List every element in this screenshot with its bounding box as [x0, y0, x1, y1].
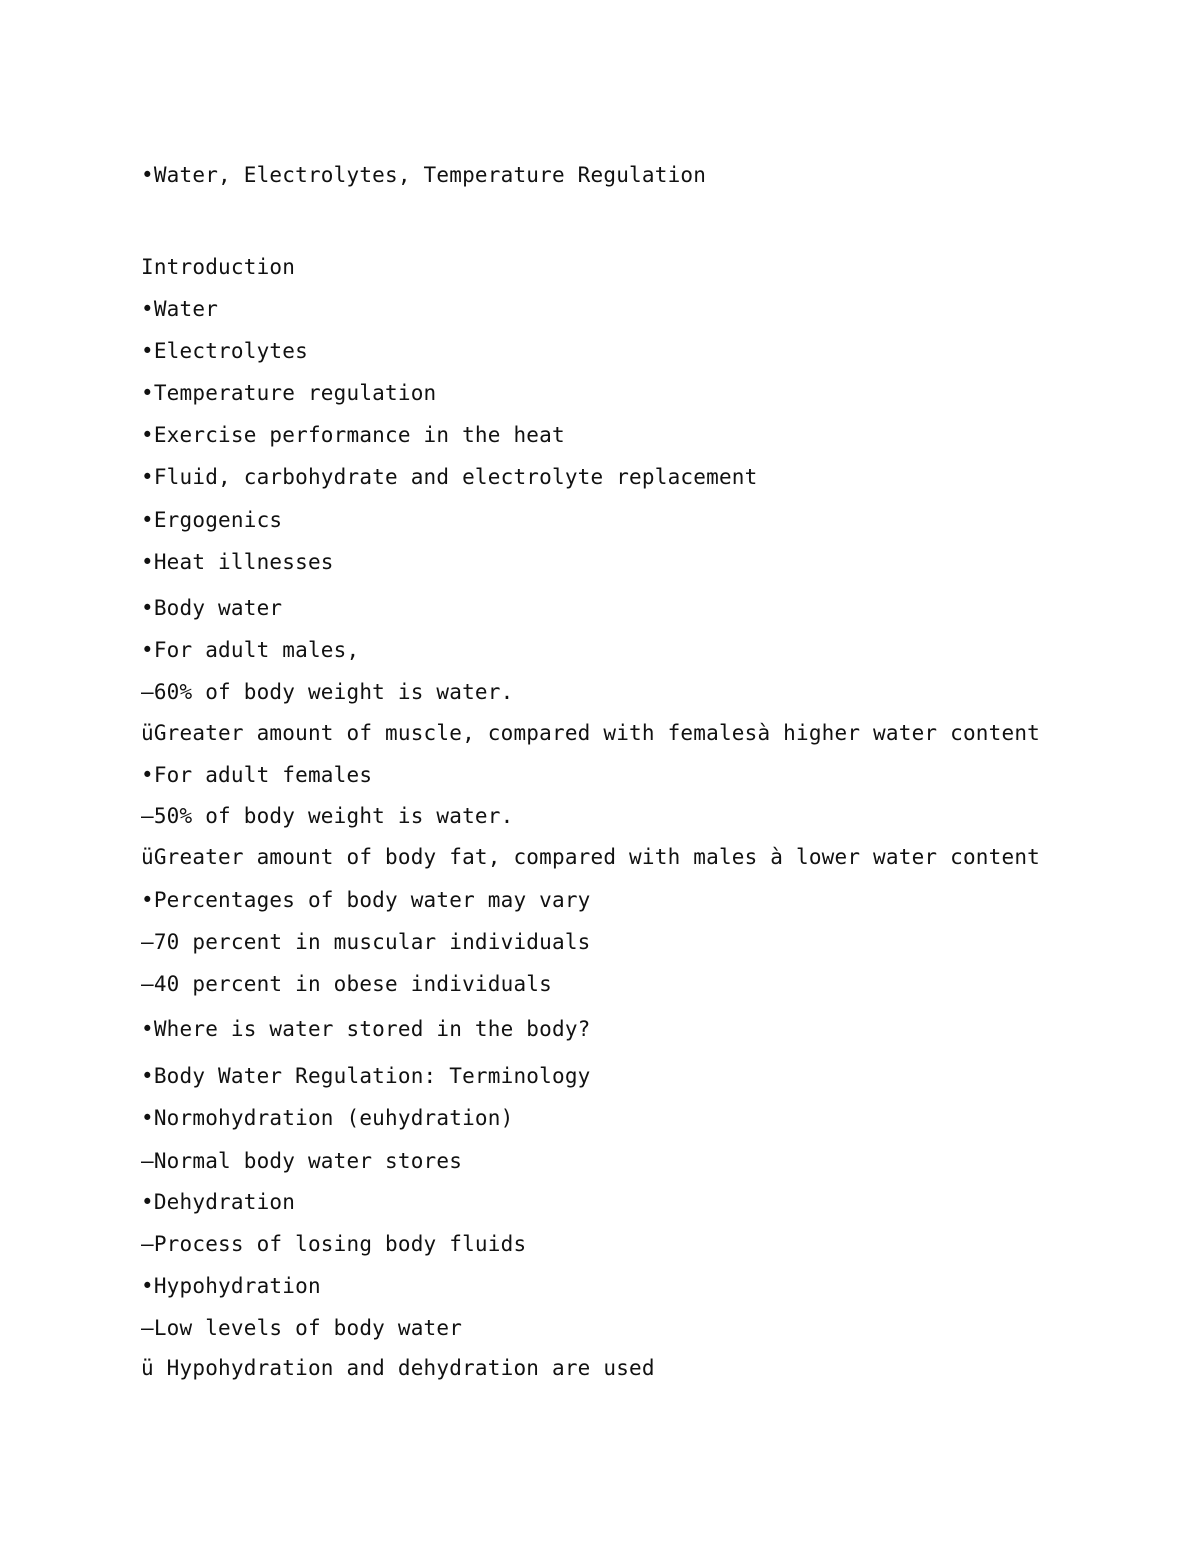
text-line: –60% of body weight is water. — [141, 680, 514, 704]
text-line: üGreater amount of muscle, compared with femalesà higher water content — [141, 721, 1041, 745]
text-line: •Where is water stored in the body? — [141, 1017, 591, 1041]
text-line: –Normal body water stores — [141, 1149, 463, 1173]
section-heading-introduction: Introduction — [141, 255, 296, 279]
text-line: –50% of body weight is water. — [141, 804, 514, 828]
text-line: •Water — [141, 297, 219, 321]
text-line: •Body water — [141, 596, 283, 620]
text-line: –Process of losing body fluids — [141, 1232, 527, 1256]
text-line: –40 percent in obese individuals — [141, 972, 552, 996]
document-title: •Water, Electrolytes, Temperature Regulation — [141, 163, 707, 187]
text-line: •Electrolytes — [141, 339, 308, 363]
text-line: •Body Water Regulation: Terminology — [141, 1064, 591, 1088]
text-line: üGreater amount of body fat, compared with males à lower water content — [141, 845, 1041, 869]
text-line: •Dehydration — [141, 1190, 296, 1214]
text-line: •Fluid, carbohydrate and electrolyte replacement — [141, 465, 758, 489]
text-line: •For adult males, — [141, 638, 360, 662]
text-line: –Low levels of body water — [141, 1316, 463, 1340]
text-line: •Hypohydration — [141, 1274, 321, 1298]
text-line: •Heat illnesses — [141, 550, 334, 574]
text-line: –70 percent in muscular individuals — [141, 930, 591, 954]
text-line: •Ergogenics — [141, 508, 283, 532]
text-line: •Percentages of body water may vary — [141, 888, 591, 912]
text-line: •Temperature regulation — [141, 381, 437, 405]
text-line: •Normohydration (euhydration) — [141, 1106, 514, 1130]
text-line: •Exercise performance in the heat — [141, 423, 565, 447]
text-line: ü Hypohydration and dehydration are used — [141, 1356, 655, 1380]
text-line: •For adult females — [141, 763, 373, 787]
